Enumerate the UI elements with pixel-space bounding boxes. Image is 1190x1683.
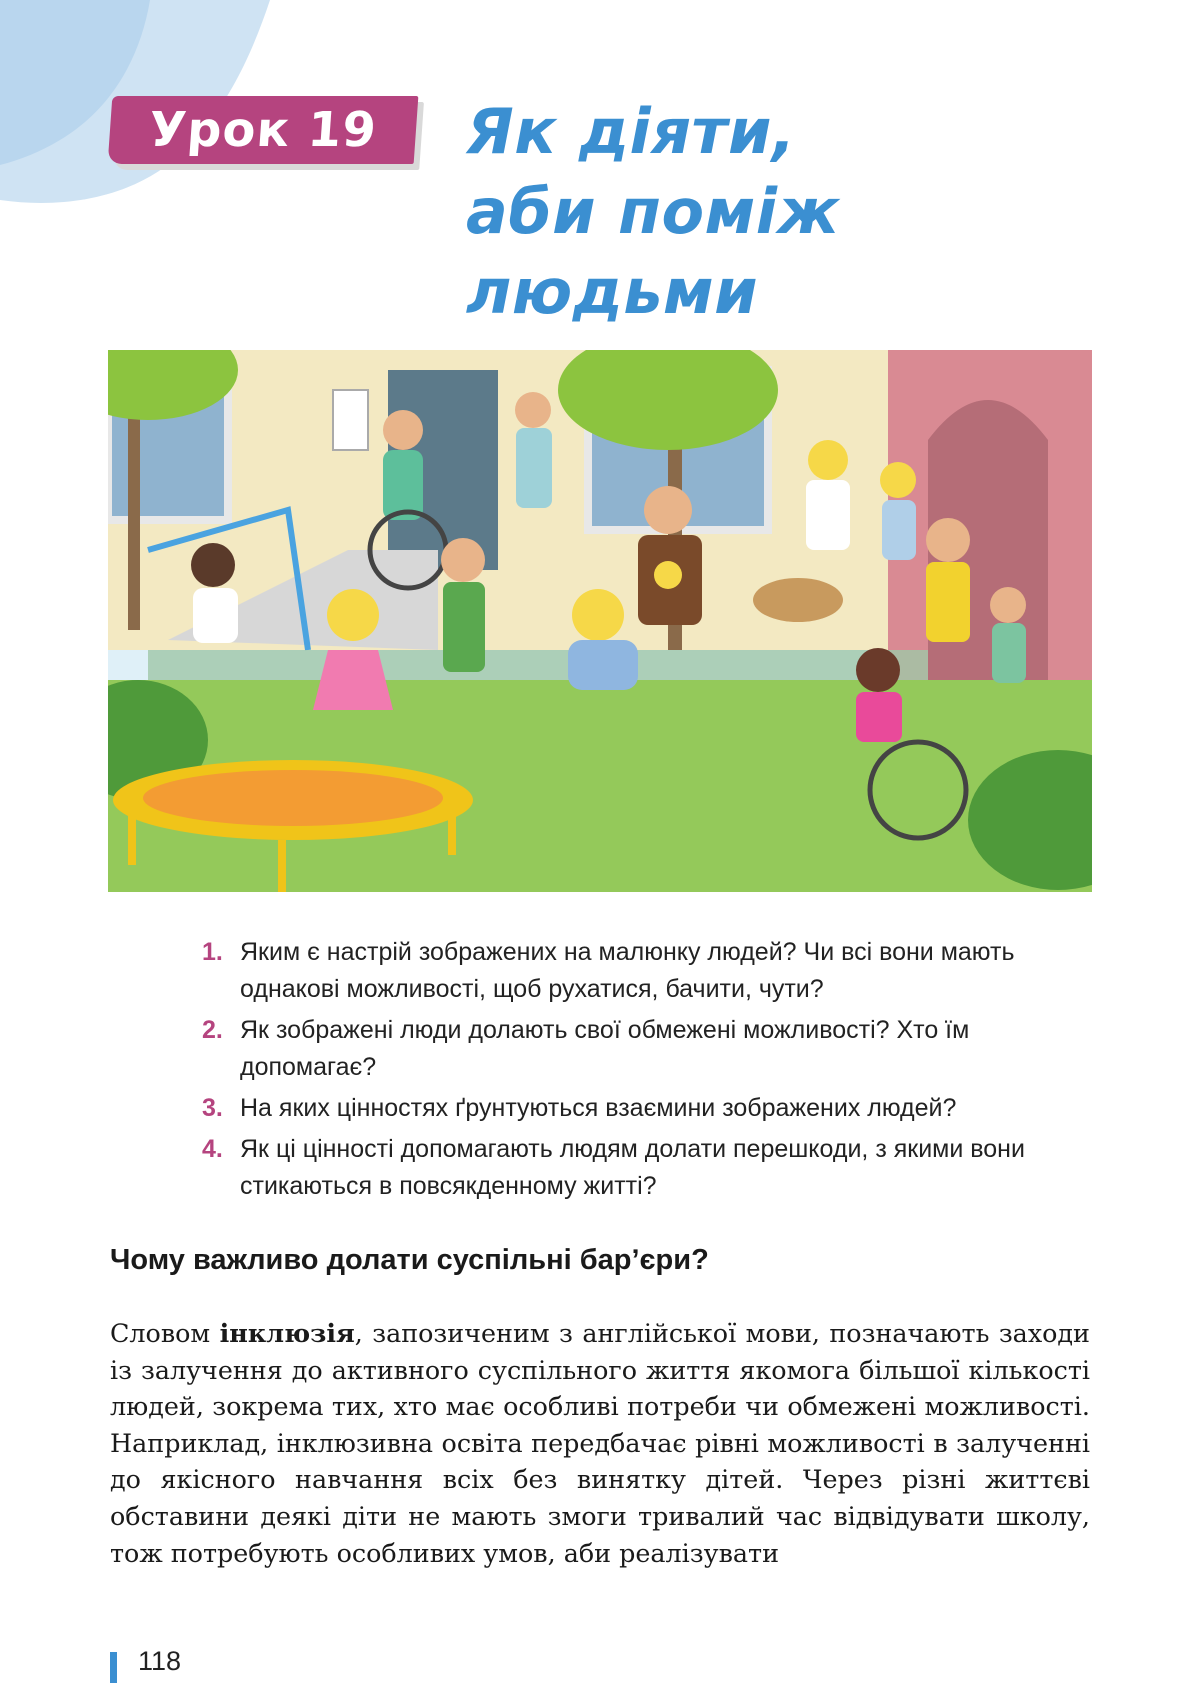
question-number: 3.	[202, 1094, 223, 1122]
question-item	[202, 1131, 1092, 1205]
question-text: Яким є настрій зображених на малюнку людей? Чи всі вони мають однакові можливості, щоб рухатися, бачити, чути?	[240, 938, 1015, 1003]
question-text: Як ці цінності допомагають людям долати перешкоди, з якими вони стикаються в повсякденному житті?	[240, 1135, 1025, 1200]
question-item	[202, 1090, 1092, 1127]
lesson-label: Урок 19	[147, 102, 379, 158]
lesson-badge	[108, 96, 419, 164]
question-number: 1.	[202, 938, 223, 966]
question-number: 4.	[202, 1135, 223, 1163]
title-line-1: Як діяти,	[466, 95, 796, 168]
question-item	[202, 1012, 1092, 1086]
inclusion-illustration	[108, 350, 1092, 892]
question-number: 2.	[202, 1016, 223, 1044]
body-text-rest: , запозиченим з англійської мови, позначають заходи із залучення до активного суспільного життя якомога більшої кількості людей, зокрема тих, хто має особливі потреби чи обмежені можливості. Наприклад, інклюзивна освіта передбачає рівні можливості в залученні до якісного навчання всіх без винятку дітей. Через різні життєві обставини деякі діти не мають змоги тривалий час відвідувати школу, тож потребують особливих умов, аби реалізувати	[110, 1318, 1090, 1568]
question-text: На яких цінностях ґрунтуються взаємини зображених людей?	[240, 1094, 957, 1122]
page-number-bar	[110, 1652, 117, 1683]
term-inclusion: інклюзія	[219, 1318, 355, 1348]
question-text: Як зображені люди долають свої обмежені можливості? Хто їм допомагає?	[240, 1016, 970, 1081]
section-heading: Чому важливо долати суспільні барʼєри?	[110, 1244, 709, 1276]
discussion-questions	[202, 934, 1092, 1209]
question-item	[202, 934, 1092, 1008]
title-line-2: аби поміж людьми	[466, 175, 840, 328]
page-number: 118	[138, 1646, 182, 1676]
body-paragraph	[110, 1315, 1090, 1571]
body-text-start: Словом	[110, 1318, 220, 1348]
